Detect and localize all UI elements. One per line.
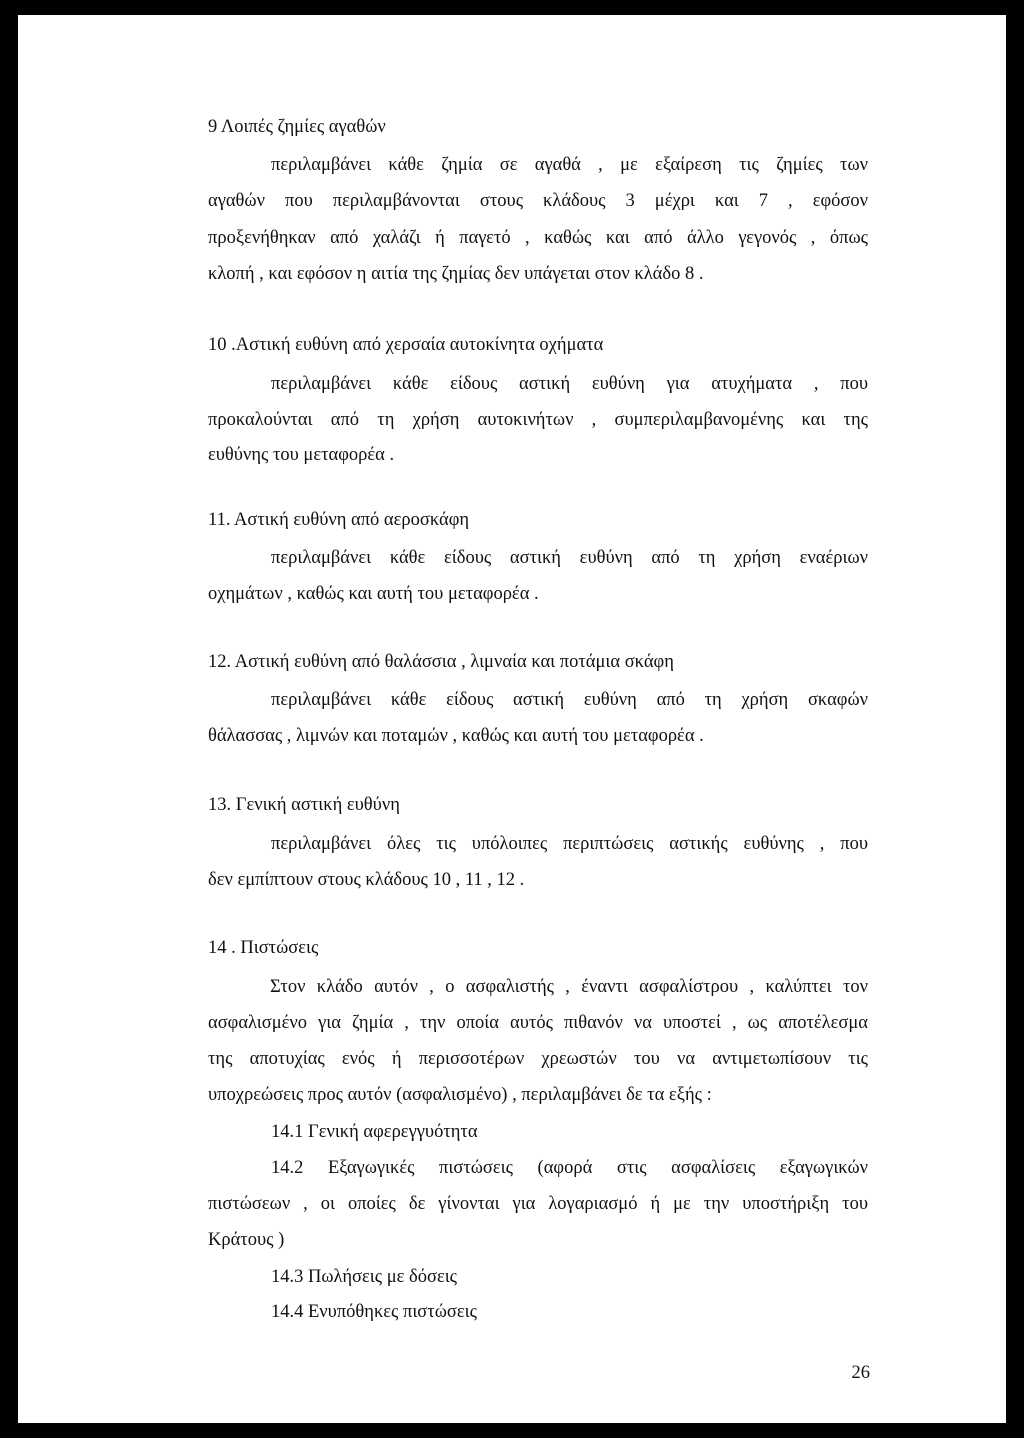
section-14-line-1: Στον κλάδο αυτόν , ο ασφαλιστής , έναντι ασφαλίστρου , καλύπτει τον — [270, 977, 868, 997]
section-11-heading: 11. Αστική ευθύνη από αεροσκάφη — [208, 510, 470, 530]
section-13-line-2: δεν εμπίπτουν στους κλάδους 10 , 11 , 12 . — [208, 870, 525, 890]
section-14-heading: 14 . Πιστώσεις — [208, 938, 319, 958]
subitem-14-2-line-3: Κράτους ) — [208, 1230, 285, 1250]
section-9-line-1: περιλαμβάνει κάθε ζημία σε αγαθά , με εξαίρεση τις ζημίες των — [271, 155, 868, 175]
section-14-line-4: υποχρεώσεις προς αυτόν (ασφαλισμένο) , περιλαμβάνει δε τα εξής : — [208, 1085, 712, 1105]
section-13-line-1: περιλαμβάνει όλες τις υπόλοιπες περιπτώσεις αστικής ευθύνης , που — [271, 834, 868, 854]
section-14-line-3: της αποτυχίας ενός ή περισσοτέρων χρεωστών του να αντιμετωπίσουν τις — [208, 1049, 868, 1069]
subitem-14-2: 14.2 Εξαγωγικές πιστώσεις (αφορά στις ασφαλίσεις εξαγωγικών — [271, 1158, 868, 1178]
section-9-line-4: κλοπή , και εφόσον η αιτία της ζημίας δεν υπάγεται στον κλάδο 8 . — [208, 264, 704, 284]
subitem-14-2-line-2: πιστώσεων , οι οποίες δε γίνονται για λογαριασμό ή με την υποστήριξη του — [208, 1194, 868, 1214]
section-12-line-2: θάλασσας , λιμνών και ποταμών , καθώς και αυτή του μεταφορέα . — [208, 726, 704, 746]
section-9-line-2: αγαθών που περιλαμβάνονται στους κλάδους 3 μέχρι και 7 , εφόσον — [208, 191, 868, 211]
section-14-line-2: ασφαλισμένο για ζημία , την οποία αυτός πιθανόν να υποστεί , ως αποτέλεσμα — [208, 1013, 868, 1033]
subitem-14-3: 14.3 Πωλήσεις με δόσεις — [271, 1267, 458, 1287]
subitem-14-1: 14.1 Γενική αφερεγγυότητα — [271, 1122, 478, 1142]
section-12-line-1: περιλαμβάνει κάθε είδους αστική ευθύνη από τη χρήση σκαφών — [271, 690, 868, 710]
section-12-heading: 12. Αστική ευθύνη από θαλάσσια , λιμναία και ποτάμια σκάφη — [208, 652, 674, 672]
section-9-line-3: προξενήθηκαν από χαλάζι ή παγετό , καθώς και από άλλο γεγονός , όπως — [208, 228, 868, 248]
section-11-line-1: περιλαμβάνει κάθε είδους αστική ευθύνη από τη χρήση εναέριων — [271, 548, 868, 568]
section-13-heading: 13. Γενική αστική ευθύνη — [208, 795, 400, 815]
section-10-heading: 10 .Αστική ευθύνη από χερσαία αυτοκίνητα οχήματα — [208, 335, 604, 355]
document-page — [18, 15, 1006, 1423]
section-10-line-2: προκαλούνται από τη χρήση αυτοκινήτων , συμπεριλαμβανομένης και της — [208, 410, 868, 430]
section-9-heading: 9 Λοιπές ζημίες αγαθών — [208, 117, 386, 137]
page-number: 26 — [851, 1363, 870, 1383]
section-11-line-2: οχημάτων , καθώς και αυτή του μεταφορέα . — [208, 584, 539, 604]
subitem-14-4: 14.4 Ενυπόθηκες πιστώσεις — [271, 1302, 477, 1322]
section-10-line-1: περιλαμβάνει κάθε είδους αστική ευθύνη για ατυχήματα , που — [271, 374, 868, 394]
section-10-line-3: ευθύνης του μεταφορέα . — [208, 445, 395, 465]
